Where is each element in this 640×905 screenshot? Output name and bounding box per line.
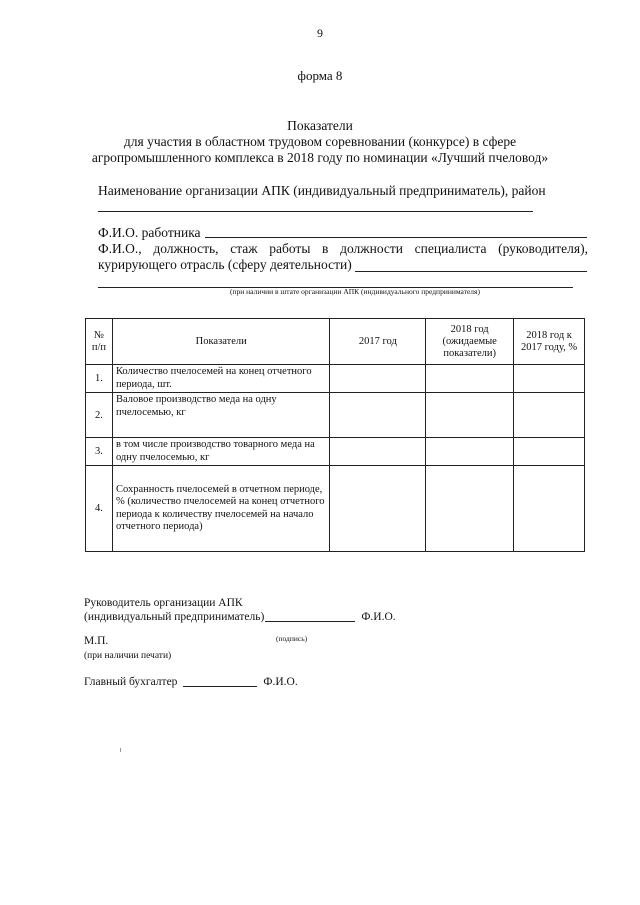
scan-mark bbox=[120, 748, 121, 752]
title-line-2: для участия в областном трудовом соревновании (конкурсе) в сфере bbox=[123, 134, 517, 149]
stamp-note: (при наличии печати) bbox=[84, 651, 172, 661]
table-row bbox=[86, 393, 585, 438]
cell-2018 bbox=[426, 365, 514, 393]
row-number: 1. bbox=[86, 365, 113, 393]
header-num: № п/п bbox=[86, 319, 113, 365]
header-ratio: 2018 год к 2017 году, % bbox=[514, 319, 585, 365]
accountant-label: Главный бухгалтер bbox=[84, 676, 178, 688]
accountant-fio: Ф.И.О. bbox=[263, 676, 298, 688]
specialist-label-line-1: Ф.И.О., должность, стаж работы в должности специалиста (руководителя), bbox=[98, 241, 588, 256]
title-line-1: Показатели bbox=[287, 118, 353, 133]
row-number: 4. bbox=[86, 466, 113, 552]
row-indicator: Количество пчелосемей на конец отчетного периода, шт. bbox=[112, 365, 329, 393]
cell-ratio bbox=[514, 365, 585, 393]
document-title bbox=[0, 118, 640, 166]
table-row bbox=[86, 466, 585, 552]
head-label-line-2: (индивидуальный предприниматель) bbox=[84, 611, 265, 623]
row-number: 3. bbox=[86, 438, 113, 466]
cell-ratio bbox=[514, 466, 585, 552]
cell-ratio bbox=[514, 393, 585, 438]
staff-note: (при наличии в штате организации АПК (индивидуального предпринимателя) bbox=[230, 287, 480, 296]
header-2017: 2017 год bbox=[330, 319, 426, 365]
organization-fill-line bbox=[98, 211, 533, 212]
worker-fill-line bbox=[205, 237, 587, 238]
organization-label: Наименование организации АПК (индивидуальный предприниматель), район bbox=[98, 183, 546, 198]
specialist-label-line-2: курирующего отрасль (сферу деятельности) bbox=[98, 257, 352, 272]
row-indicator: в том числе производство товарного меда на одну пчелосемью, кг bbox=[112, 438, 329, 466]
cell-2018 bbox=[426, 393, 514, 438]
page-number: 9 bbox=[317, 26, 323, 40]
worker-label: Ф.И.О. работника bbox=[98, 225, 201, 240]
specialist-fill-line bbox=[355, 271, 587, 272]
header-2018: 2018 год (ожидаемые показатели) bbox=[426, 319, 514, 365]
cell-2018 bbox=[426, 438, 514, 466]
cell-2017 bbox=[330, 393, 426, 438]
table-row bbox=[86, 438, 585, 466]
cell-2017 bbox=[330, 438, 426, 466]
head-fio: Ф.И.О. bbox=[361, 611, 396, 623]
head-label-line-1: Руководитель организации АПК bbox=[84, 597, 243, 609]
indicators-table bbox=[85, 318, 585, 552]
table-header-row bbox=[86, 319, 585, 365]
accountant-signature-row bbox=[84, 676, 298, 688]
cell-2017 bbox=[330, 365, 426, 393]
cell-ratio bbox=[514, 438, 585, 466]
signature-note: (подпись) bbox=[276, 634, 308, 643]
cell-2017 bbox=[330, 466, 426, 552]
title-line-3: агропромышленного комплекса в 2018 году по номинации «Лучший пчеловод» bbox=[91, 150, 549, 165]
accountant-signature-line bbox=[183, 686, 257, 687]
stamp-label: М.П. bbox=[84, 635, 109, 647]
head-signature-row bbox=[84, 611, 396, 623]
row-indicator: Сохранность пчелосемей в отчетном периоде, % (количество пчелосемей на конец отчетного периода к количеству пчелосемей на начало отчетного периода) bbox=[112, 466, 329, 552]
header-indicator: Показатели bbox=[112, 319, 329, 365]
row-number: 2. bbox=[86, 393, 113, 438]
cell-2018 bbox=[426, 466, 514, 552]
table-row bbox=[86, 365, 585, 393]
head-signature-line bbox=[265, 621, 355, 622]
form-label: форма 8 bbox=[297, 68, 343, 83]
row-indicator: Валовое производство меда на одну пчелосемью, кг bbox=[112, 393, 329, 438]
